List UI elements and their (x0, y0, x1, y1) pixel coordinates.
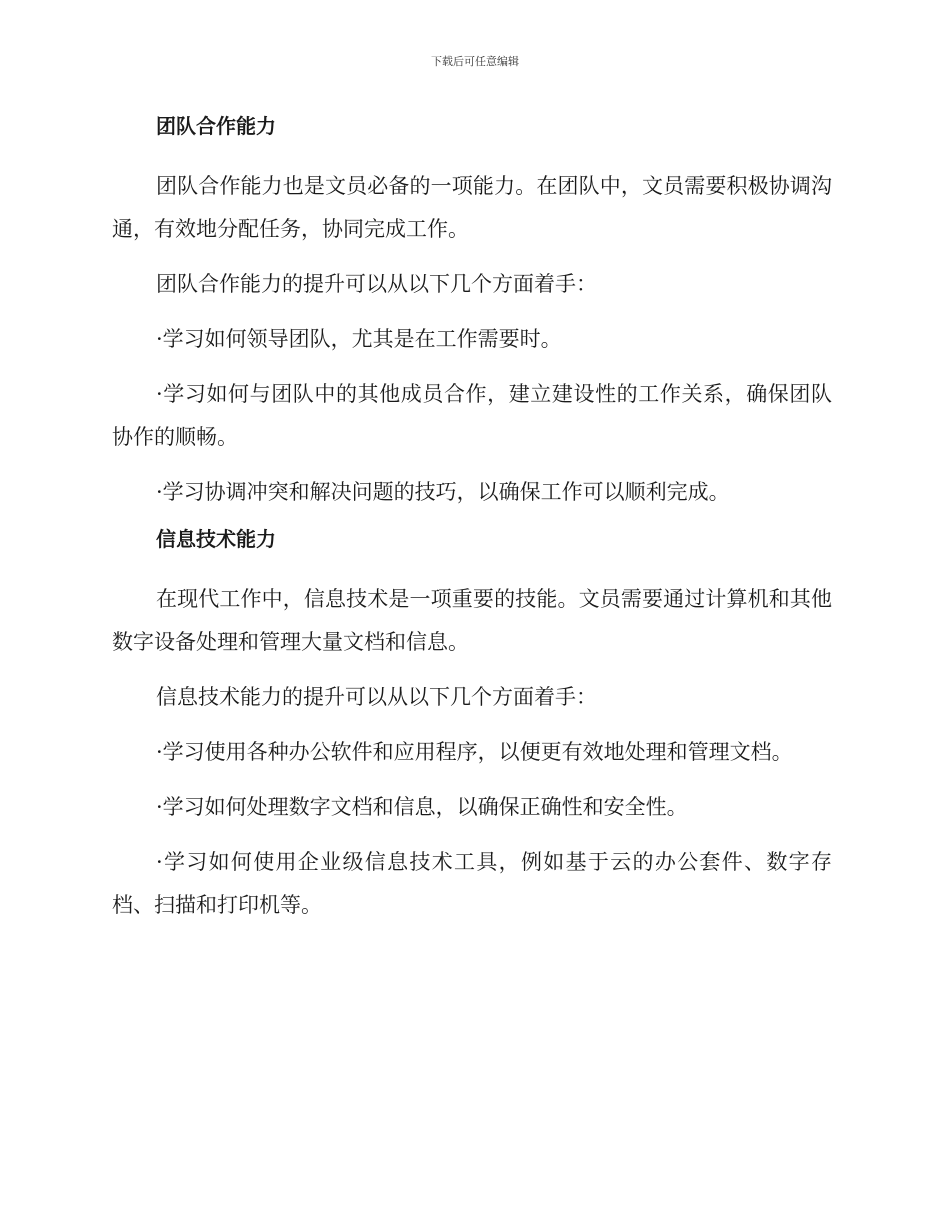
page-header-note: 下载后可任意编辑 (431, 55, 519, 68)
section-heading-it: 信息技术能力 (156, 527, 276, 551)
paragraph: 在现代工作中，信息技术是一项重要的技能。文员需要通过计算机和其他数字设备处理和管理大量文档和信息。 (112, 587, 832, 654)
bullet-item: ·学习协调冲突和解决问题的技巧，以确保工作可以顺利完成。 (156, 480, 730, 504)
bullet-item: ·学习如何领导团队，尤其是在工作需要时。 (156, 327, 562, 351)
document-body (112, 110, 832, 927)
paragraph: 团队合作能力的提升可以从以下几个方面着手： (156, 272, 597, 296)
bullet-item: ·学习如何处理数字文档和信息，以确保正确性和安全性。 (156, 795, 688, 819)
bullet-item: ·学习使用各种办公软件和应用程序，以便更有效地处理和管理文档。 (156, 740, 793, 764)
section-heading-teamwork: 团队合作能力 (156, 114, 276, 138)
paragraph: 团队合作能力也是文员必备的一项能力。在团队中，文员需要积极协调沟通，有效地分配任务，协同完成工作。 (112, 174, 832, 241)
paragraph: 信息技术能力的提升可以从以下几个方面着手： (156, 685, 597, 709)
bullet-item: ·学习如何与团队中的其他成员合作，建立建设性的工作关系，确保团队协作的顺畅。 (112, 382, 832, 449)
bullet-item: ·学习如何使用企业级信息技术工具，例如基于云的办公套件、数字存档、扫描和打印机等。 (112, 850, 832, 917)
